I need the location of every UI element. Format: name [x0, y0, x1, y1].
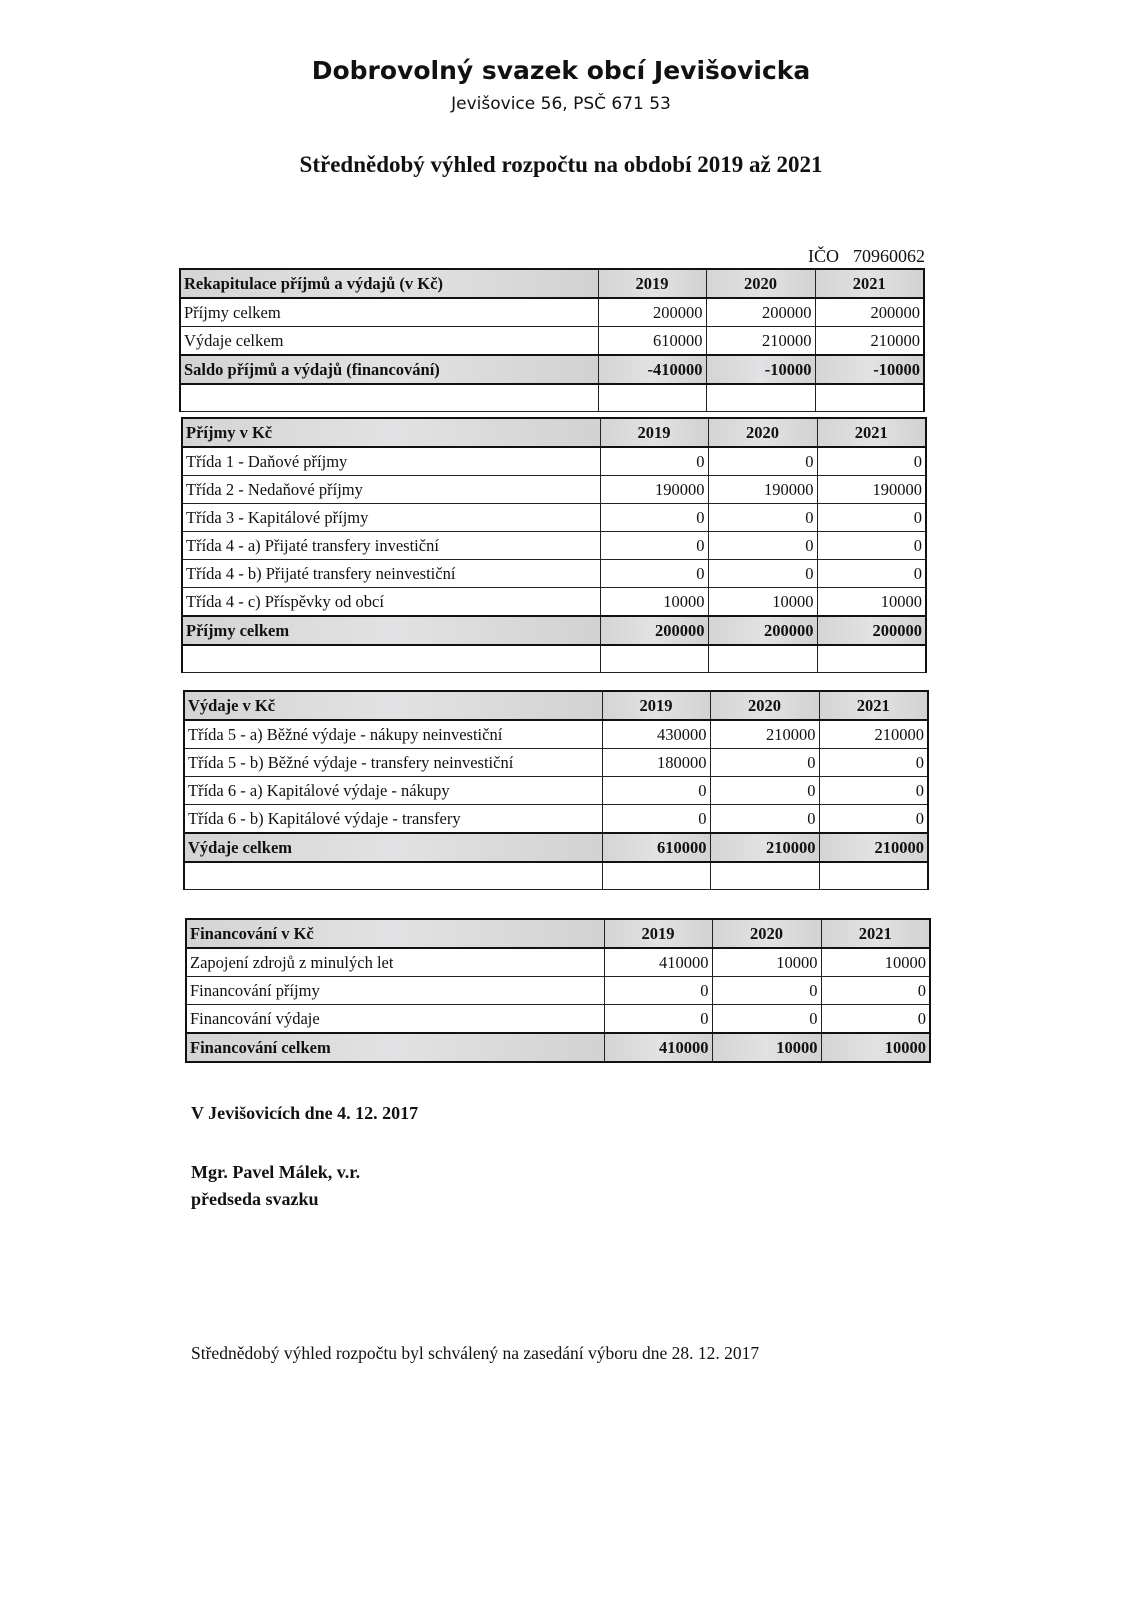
financing-year: 2020 [712, 919, 821, 948]
spacer-row [180, 384, 924, 412]
row-label: Třída 6 - b) Kapitálové výdaje - transfery [184, 805, 602, 834]
place-date: V Jevišovicích dne 4. 12. 2017 [191, 1103, 419, 1123]
cell-value: 190000 [600, 476, 708, 504]
total-value: 210000 [710, 833, 819, 862]
table-row [186, 977, 930, 1005]
income-total-row [182, 616, 926, 645]
cell-value: 200000 [815, 298, 924, 327]
expenses-table [183, 690, 929, 890]
total-value: 200000 [817, 616, 926, 645]
row-label: Třída 2 - Nedaňové příjmy [182, 476, 600, 504]
total-value: 200000 [708, 616, 817, 645]
cell-value: 0 [708, 504, 817, 532]
row-label: Financování příjmy [186, 977, 604, 1005]
recap-header-row [180, 269, 924, 298]
table-row [184, 805, 928, 834]
spacer-row [182, 645, 926, 673]
total-value: 410000 [604, 1033, 712, 1062]
cell-value: 0 [712, 1005, 821, 1034]
signatory-name: Mgr. Pavel Málek, v.r. [191, 1162, 361, 1182]
row-label: Třída 4 - b) Přijaté transfery neinvestiční [182, 560, 600, 588]
table-row [180, 298, 924, 327]
total-label: Výdaje celkem [184, 833, 602, 862]
cell-value: 0 [604, 977, 712, 1005]
cell-value: 0 [712, 977, 821, 1005]
recap-year: 2019 [598, 269, 706, 298]
row-label: Třída 5 - b) Běžné výdaje - transfery neinvestiční [184, 749, 602, 777]
cell-value: 10000 [817, 588, 926, 617]
total-value: 210000 [819, 833, 928, 862]
row-label: Třída 3 - Kapitálové příjmy [182, 504, 600, 532]
ico-label: IČO [808, 246, 839, 266]
recap-table [179, 268, 925, 412]
row-label: Třída 4 - c) Příspěvky od obcí [182, 588, 600, 617]
row-label: Třída 4 - a) Přijaté transfery investiční [182, 532, 600, 560]
cell-value: 0 [819, 777, 928, 805]
total-label: Saldo příjmů a výdajů (financování) [180, 355, 598, 384]
cell-value: 0 [817, 504, 926, 532]
approval-note: Střednědobý výhled rozpočtu byl schválený na zasedání výboru dne 28. 12. 2017 [191, 1343, 760, 1363]
total-value: 10000 [712, 1033, 821, 1062]
cell-value: 0 [604, 1005, 712, 1034]
row-label: Příjmy celkem [180, 298, 598, 327]
total-label: Financování celkem [186, 1033, 604, 1062]
total-value: 10000 [821, 1033, 930, 1062]
financing-total-row [186, 1033, 930, 1062]
total-label: Příjmy celkem [182, 616, 600, 645]
financing-title: Financování v Kč [186, 919, 604, 948]
cell-value: 10000 [708, 588, 817, 617]
table-row [180, 327, 924, 356]
cell-value: 10000 [821, 948, 930, 977]
row-label: Třída 1 - Daňové příjmy [182, 447, 600, 476]
cell-value: 0 [600, 504, 708, 532]
cell-value: 410000 [604, 948, 712, 977]
financing-year: 2019 [604, 919, 712, 948]
row-label: Financování výdaje [186, 1005, 604, 1034]
spacer-row [184, 862, 928, 890]
table-row [182, 476, 926, 504]
ico-value: 70960062 [853, 246, 925, 266]
income-year: 2021 [817, 418, 926, 447]
cell-value: 610000 [598, 327, 706, 356]
row-label: Třída 6 - a) Kapitálové výdaje - nákupy [184, 777, 602, 805]
total-value: -10000 [706, 355, 815, 384]
cell-value: 210000 [710, 720, 819, 749]
row-label: Zapojení zdrojů z minulých let [186, 948, 604, 977]
financing-header-row [186, 919, 930, 948]
recap-total-row [180, 355, 924, 384]
recap-title: Rekapitulace příjmů a výdajů (v Kč) [180, 269, 598, 298]
financing-year: 2021 [821, 919, 930, 948]
cell-value: 0 [708, 447, 817, 476]
expenses-total-row [184, 833, 928, 862]
cell-value: 210000 [819, 720, 928, 749]
table-row [184, 777, 928, 805]
income-year: 2019 [600, 418, 708, 447]
table-row [182, 447, 926, 476]
cell-value: 190000 [708, 476, 817, 504]
cell-value: 210000 [706, 327, 815, 356]
table-row [182, 504, 926, 532]
cell-value: 0 [600, 532, 708, 560]
cell-value: 0 [817, 532, 926, 560]
table-row [182, 560, 926, 588]
cell-value: 0 [602, 777, 710, 805]
cell-value: 0 [602, 805, 710, 834]
table-row [186, 1005, 930, 1034]
cell-value: 190000 [817, 476, 926, 504]
cell-value: 180000 [602, 749, 710, 777]
expenses-year: 2021 [819, 691, 928, 720]
table-row [184, 720, 928, 749]
cell-value: 0 [710, 777, 819, 805]
cell-value: 0 [817, 560, 926, 588]
table-row [184, 749, 928, 777]
cell-value: 10000 [600, 588, 708, 617]
cell-value: 0 [708, 532, 817, 560]
cell-value: 0 [600, 560, 708, 588]
cell-value: 200000 [598, 298, 706, 327]
table-row [182, 588, 926, 617]
cell-value: 0 [600, 447, 708, 476]
expenses-year: 2019 [602, 691, 710, 720]
income-year: 2020 [708, 418, 817, 447]
income-table [181, 417, 927, 673]
cell-value: 0 [821, 977, 930, 1005]
cell-value: 0 [708, 560, 817, 588]
cell-value: 0 [821, 1005, 930, 1034]
organization-address: Jevišovice 56, PSČ 671 53 [451, 94, 671, 114]
row-label: Třída 5 - a) Běžné výdaje - nákupy neinvestiční [184, 720, 602, 749]
total-value: -410000 [598, 355, 706, 384]
table-row [182, 532, 926, 560]
cell-value: 10000 [712, 948, 821, 977]
recap-year: 2020 [706, 269, 815, 298]
ico-line [808, 246, 939, 267]
cell-value: 200000 [706, 298, 815, 327]
income-header-row [182, 418, 926, 447]
cell-value: 430000 [602, 720, 710, 749]
organization-name: Dobrovolný svazek obcí Jevišovicka [311, 56, 811, 85]
signatory-role: předseda svazku [191, 1189, 319, 1209]
expenses-title: Výdaje v Kč [184, 691, 602, 720]
recap-year: 2021 [815, 269, 924, 298]
total-value: 200000 [600, 616, 708, 645]
total-value: 610000 [602, 833, 710, 862]
cell-value: 0 [819, 805, 928, 834]
document-title: Střednědobý výhled rozpočtu na období 2019 až 2021 [299, 152, 823, 177]
cell-value: 0 [819, 749, 928, 777]
expenses-year: 2020 [710, 691, 819, 720]
cell-value: 0 [710, 749, 819, 777]
total-value: -10000 [815, 355, 924, 384]
income-title: Příjmy v Kč [182, 418, 600, 447]
expenses-header-row [184, 691, 928, 720]
table-row [186, 948, 930, 977]
cell-value: 210000 [815, 327, 924, 356]
cell-value: 0 [710, 805, 819, 834]
row-label: Výdaje celkem [180, 327, 598, 356]
cell-value: 0 [817, 447, 926, 476]
financing-table [185, 918, 931, 1063]
